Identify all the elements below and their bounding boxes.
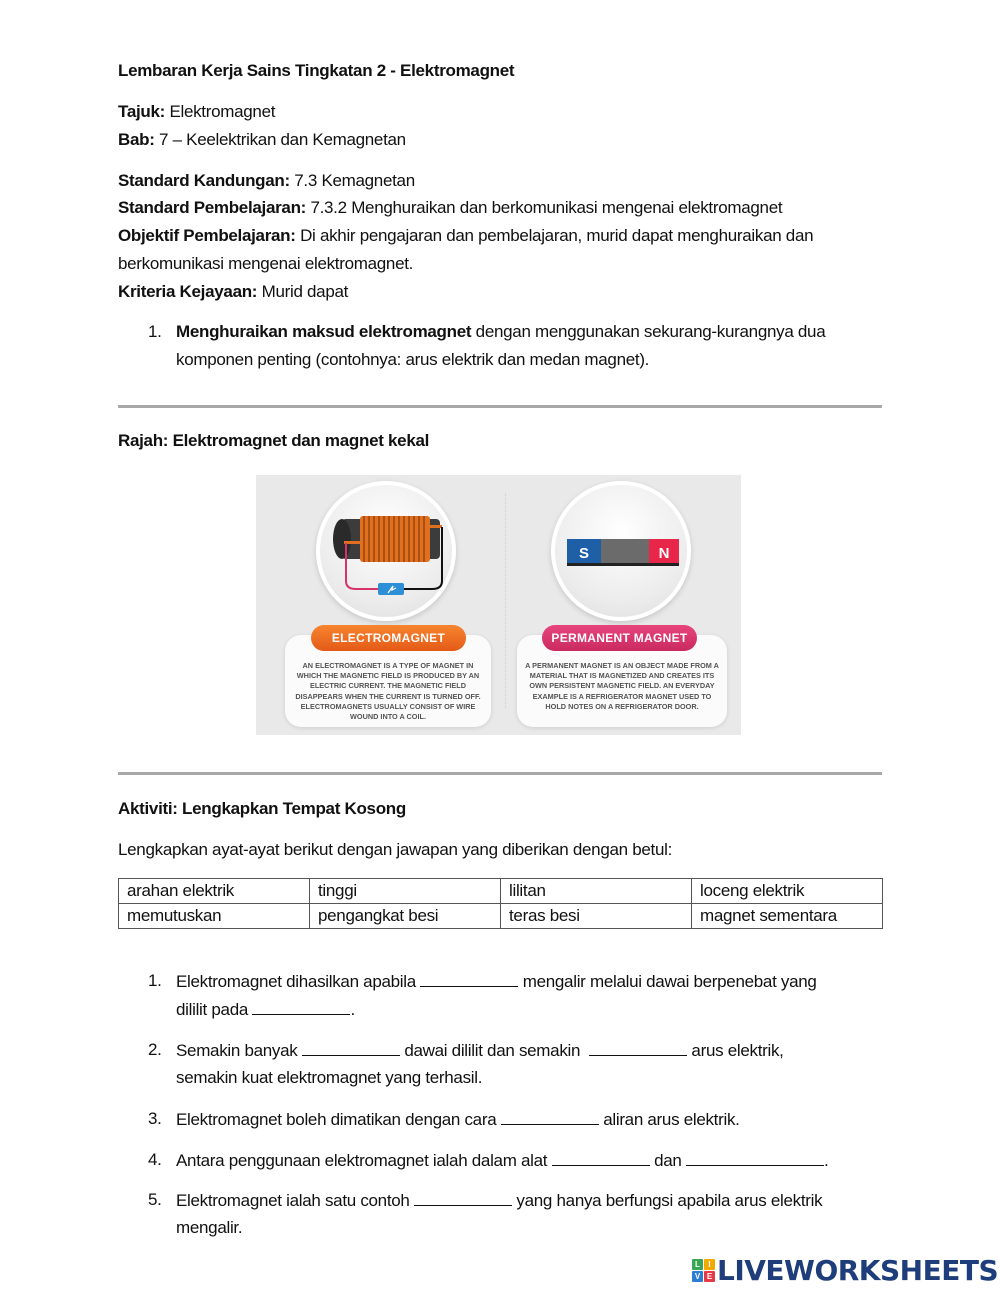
question-text: Elektromagnet ialah satu contoh [176, 1191, 414, 1210]
activity-heading: Aktiviti: Lengkapkan Tempat Kosong [118, 799, 406, 818]
answer-blank[interactable] [414, 1189, 512, 1206]
word-cell: teras besi [501, 904, 692, 929]
coil-icon [320, 485, 452, 617]
word-cell: tinggi [310, 879, 501, 904]
section-divider [118, 405, 882, 408]
logo-letter: L [692, 1259, 703, 1270]
word-cell: loceng elektrik [692, 879, 883, 904]
liveworksheets-logo[interactable] [692, 1253, 999, 1287]
question-text: Semakin banyak [176, 1041, 302, 1060]
standard-pembelajaran-label: Standard Pembelajaran: [118, 198, 307, 217]
question-number: 1. [148, 971, 162, 990]
question-text: . [350, 1000, 355, 1019]
question-2-line2: semakin kuat elektromagnet yang terhasil. [176, 1068, 483, 1087]
question-text: . [823, 1151, 829, 1170]
question-text: dililit pada [176, 1000, 253, 1019]
table-row [119, 904, 883, 929]
permanent-magnet-title-pill: PERMANENT MAGNET [542, 625, 697, 651]
question-text: Antara penggunaan elektromagnet ialah dalam alat [176, 1151, 552, 1170]
word-cell: memutuskan [119, 904, 310, 929]
tajuk-label: Tajuk: [118, 102, 166, 121]
criteria-bold: Menghuraikan maksud elektromagnet [176, 322, 472, 341]
question-text: dan [649, 1151, 686, 1170]
answer-blank[interactable] [686, 1149, 824, 1166]
north-pole-label: N [658, 545, 670, 562]
criteria-number: 1. [148, 322, 162, 341]
answer-blank[interactable] [589, 1039, 687, 1056]
answer-blank[interactable] [302, 1039, 400, 1056]
objektif-label: Objektif Pembelajaran: [118, 226, 296, 245]
logo-letter: V [692, 1271, 703, 1282]
figure-divider [505, 493, 506, 708]
word-cell: magnet sementara [692, 904, 883, 929]
question-text: yang hanya berfungsi apabila arus elektrik [512, 1191, 823, 1210]
question-number: 3. [148, 1109, 162, 1128]
question-text: Elektromagnet dihasilkan apabila [176, 972, 421, 991]
answer-blank[interactable] [252, 998, 350, 1015]
standard-pembelajaran-value: 7.3.2 Menghuraikan dan berkomunikasi mengenai elektromagnet [306, 198, 783, 217]
kriteria-label: Kriteria Kejayaan: [118, 282, 258, 301]
bar-magnet-icon [555, 485, 687, 617]
objektif-value: Di akhir pengajaran dan pembelajaran, murid dapat menghuraikan dan [295, 226, 814, 245]
question-text: dawai dililit dan semakin [399, 1041, 589, 1060]
logo-wordmark: LIVEWORKSHEETS [717, 1253, 999, 1287]
kriteria-row [118, 281, 348, 303]
permanent-magnet-illustration [551, 481, 691, 621]
standard-kandungan-row [118, 170, 415, 192]
page-title: Lembaran Kerja Sains Tingkatan 2 - Elektromagnet [118, 61, 515, 80]
objektif-value-line2: berkomunikasi mengenai elektromagnet. [118, 254, 414, 273]
question-1-line2 [176, 998, 355, 1021]
section-divider [118, 772, 882, 775]
activity-instruction: Lengkapkan ayat-ayat berikut dengan jawapan yang diberikan dengan betul: [118, 840, 672, 859]
objektif-row [118, 225, 813, 247]
permanent-magnet-description: A PERMANENT MAGNET IS AN OBJECT MADE FROM A MATERIAL THAT IS MAGNETIZED AND CREATES ITS OWN PERSISTENT MAGNETIC FIELD. AN EVERYDAY EXAMPLE IS A REFRIGERATOR MAGNET USED TO HOLD NOTES ON A REFRIGERATOR DOOR. [525, 661, 719, 711]
electromagnet-title-pill: ELECTROMAGNET [311, 625, 466, 651]
question-number: 2. [148, 1040, 162, 1059]
question-text: mengalir melalui dawai berpenebat yang [518, 972, 817, 991]
word-bank-table [118, 878, 883, 929]
word-cell: arahan elektrik [119, 879, 310, 904]
word-cell: lilitan [501, 879, 692, 904]
standard-kandungan-value: 7.3 Kemagnetan [289, 171, 415, 190]
criteria-text-line2: komponen penting (contohnya: arus elektrik dan medan magnet). [176, 350, 650, 369]
question-text: aliran arus elektrik. [598, 1110, 740, 1129]
tajuk-row [118, 101, 275, 123]
table-row [119, 879, 883, 904]
kriteria-value: Murid dapat [257, 282, 349, 301]
logo-letter: E [704, 1271, 715, 1282]
question-5-line2: mengalir. [176, 1218, 243, 1237]
criteria-text: dengan menggunakan sekurang-kurangnya dua [471, 322, 826, 341]
electromagnet-illustration [316, 481, 456, 621]
word-cell: pengangkat besi [310, 904, 501, 929]
electromagnet-description: AN ELECTROMAGNET IS A TYPE OF MAGNET IN WHICH THE MAGNETIC FIELD IS PRODUCED BY AN ELECTRIC CURRENT. THE MAGNETIC FIELD DISAPPEARS WHEN THE CURRENT IS TURNED OFF. ELECTROMAGNETS USUALLY CONSIST OF WIRE WOUND INTO A COIL. [295, 661, 481, 722]
bab-label: Bab: [118, 130, 155, 149]
question-number: 5. [148, 1190, 162, 1209]
tajuk-value: Elektromagnet [165, 102, 276, 121]
south-pole-label: S [578, 545, 590, 562]
standard-kandungan-label: Standard Kandungan: [118, 171, 290, 190]
question-text: Elektromagnet boleh dimatikan dengan cara [176, 1110, 501, 1129]
answer-blank[interactable] [420, 970, 518, 987]
electromagnet-permanent-magnet-figure [256, 475, 741, 735]
bab-row [118, 129, 406, 151]
question-text: arus elektrik, [687, 1041, 784, 1060]
answer-blank[interactable] [501, 1108, 599, 1125]
logo-letter: I [704, 1259, 715, 1270]
question-number: 4. [148, 1150, 162, 1169]
logo-mark-icon [692, 1259, 715, 1282]
bab-value: 7 – Keelektrikan dan Kemagnetan [154, 130, 406, 149]
diagram-heading: Rajah: Elektromagnet dan magnet kekal [118, 431, 430, 450]
standard-pembelajaran-row [118, 197, 782, 219]
answer-blank[interactable] [552, 1149, 650, 1166]
